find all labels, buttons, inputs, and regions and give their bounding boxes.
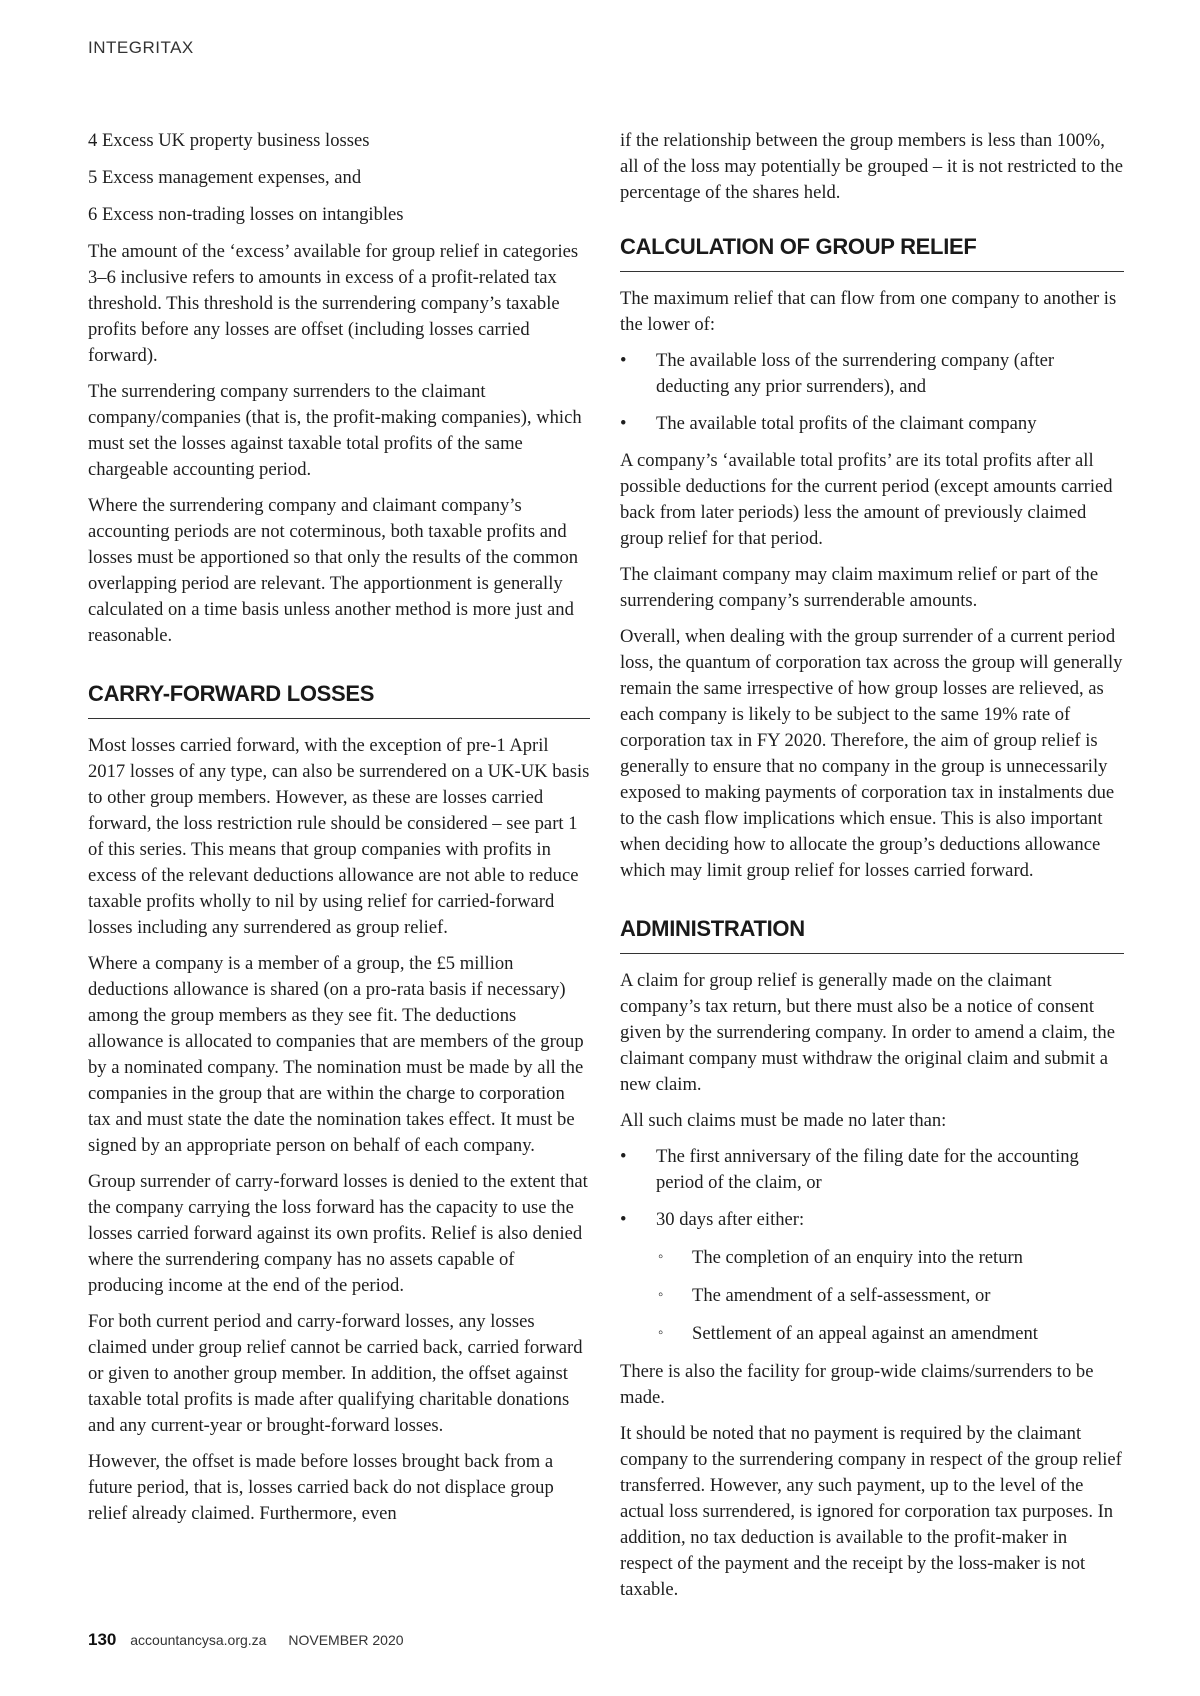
sub-list-item <box>656 1245 1124 1271</box>
list-item-text: 30 days after either: <box>656 1209 805 1230</box>
bullet-icon: • <box>620 1146 627 1167</box>
list-item <box>620 348 1124 400</box>
body-paragraph: Overall, when dealing with the group surrender of a current period loss, the quantum of corporation tax across the group will generally remain the same irrespective of how group losses are relieved, as each company is likely to be subject to the same 19% rate of corporation tax in FY 2020. Therefore, the aim of group relief is generally to ensure that no company in the group is unnecessarily exposed to making payments of corporation tax in instalments due to the cash flow implications which ensue. This is also important when deciding how to allocate the group’s deductions allowance which may limit group relief for losses carried forward. <box>620 626 1123 881</box>
sub-bullet-list <box>656 1245 1124 1347</box>
section-heading-carry-forward: CARRY-FORWARD LOSSES <box>88 681 590 719</box>
body-paragraph: Most losses carried forward, with the exception of pre-1 April 2017 losses of any type, can also be surrendered on a UK-UK basis to other group members. However, as these are losses carried forward, the loss restriction rule should be considered – see part 1 of this series. This means that group companies with profits in excess of the relevant deductions allowance are not able to reduce taxable profits wholly to nil by using relief for carried-forward losses including any surrendered as group relief. <box>88 735 590 938</box>
right-column <box>620 128 1124 1613</box>
page-footer <box>88 1630 404 1650</box>
bullet-list <box>620 1144 1124 1347</box>
list-line: 4 Excess UK property business losses <box>88 130 370 151</box>
body-paragraph: It should be noted that no payment is required by the claimant company to the surrendering company in respect of the group relief transferred. However, any such payment, up to the level of the actual loss surrendered, is ignored for corporation tax purposes. In addition, no tax deduction is available to the profit-maker in respect of the payment and the receipt by the loss-maker is not taxable. <box>620 1423 1122 1600</box>
circle-bullet-icon: ◦ <box>658 1249 664 1265</box>
page-number: 130 <box>88 1630 117 1649</box>
body-paragraph: Where a company is a member of a group, the £5 million deductions allowance is shared (on a pro-rata basis if necessary) among the group members as they see fit. The deductions allowance is allocated to companies that are members of the group by a nominated company. The nomination must be made by all the companies in the group that are within the charge to corporation tax and must state the date the nomination takes effect. It must be signed by an appropriate person on behalf of each company. <box>88 953 584 1156</box>
list-item-text: The available loss of the surrendering company (after deducting any prior surrenders), and <box>656 350 1055 397</box>
list-item-text: The available total profits of the claimant company <box>656 413 1037 434</box>
section-heading-administration: ADMINISTRATION <box>620 916 1124 954</box>
body-paragraph: All such claims must be made no later than: <box>620 1110 947 1131</box>
list-item-text: The first anniversary of the filing date for the accounting period of the claim, or <box>656 1146 1079 1193</box>
circle-bullet-icon: ◦ <box>658 1325 664 1341</box>
body-paragraph: There is also the facility for group-wide claims/surrenders to be made. <box>620 1361 1094 1408</box>
website-link[interactable]: accountancysa.org.za <box>130 1632 267 1648</box>
body-paragraph: For both current period and carry-forward losses, any losses claimed under group relief cannot be carried back, carried forward or given to another group member. In addition, the offset against taxable total profits is made after qualifying charitable donations and any current-year or brought-forward losses. <box>88 1311 583 1436</box>
list-line: 5 Excess management expenses, and <box>88 167 362 188</box>
left-column <box>88 128 590 1537</box>
bullet-icon: • <box>620 350 627 371</box>
list-item <box>620 411 1124 437</box>
issue-date: NOVEMBER 2020 <box>288 1632 404 1648</box>
body-paragraph: However, the offset is made before losses brought back from a future period, that is, losses carried back do not displace group relief already claimed. Furthermore, even <box>88 1451 554 1524</box>
list-line: 6 Excess non-trading losses on intangibles <box>88 204 404 225</box>
bullet-list <box>620 348 1124 437</box>
body-paragraph: if the relationship between the group members is less than 100%, all of the loss may potentially be grouped – it is not restricted to the percentage of the shares held. <box>620 130 1123 203</box>
sub-list-item <box>656 1283 1124 1309</box>
running-title: INTEGRITAX <box>88 38 194 57</box>
section-heading-calculation: CALCULATION OF GROUP RELIEF <box>620 234 1124 272</box>
sub-list-item-text: Settlement of an appeal against an amendment <box>692 1323 1038 1344</box>
sub-list-item-text: The completion of an enquiry into the return <box>692 1247 1023 1268</box>
bullet-icon: • <box>620 413 627 434</box>
list-item <box>620 1144 1124 1196</box>
body-paragraph: The maximum relief that can flow from one company to another is the lower of: <box>620 288 1117 335</box>
body-paragraph: Where the surrendering company and claimant company’s accounting periods are not coterminous, both taxable profits and losses must be apportioned so that only the results of the common overlapping period are relevant. The apportionment is generally calculated on a time basis unless another method is more just and reasonable. <box>88 495 579 646</box>
body-paragraph: A company’s ‘available total profits’ are its total profits after all possible deductions for the current period (except amounts carried back from later periods) less the amount of previously claimed group relief for that period. <box>620 450 1113 549</box>
body-paragraph: Group surrender of carry-forward losses is denied to the extent that the company carrying the loss forward has the capacity to use the losses carried forward against its own profits. Relief is also denied where the surrendering company has no assets capable of producing income at the end of the period. <box>88 1171 588 1296</box>
body-paragraph: The surrendering company surrenders to the claimant company/companies (that is, the profit-making companies), which must set the losses against taxable total profits of the same chargeable accounting period. <box>88 381 582 480</box>
sub-list-item-text: The amendment of a self-assessment, or <box>692 1285 991 1306</box>
body-paragraph: The claimant company may claim maximum relief or part of the surrendering company’s surrenderable amounts. <box>620 564 1099 611</box>
circle-bullet-icon: ◦ <box>658 1287 664 1303</box>
list-item <box>620 1207 1124 1347</box>
sub-list-item <box>656 1321 1124 1347</box>
bullet-icon: • <box>620 1209 627 1230</box>
body-paragraph: The amount of the ‘excess’ available for group relief in categories 3–6 inclusive refers to amounts in excess of a profit-related tax threshold. This threshold is the surrendering company’s taxable profits before any losses are offset (including losses carried forward). <box>88 241 579 366</box>
body-paragraph: A claim for group relief is generally made on the claimant company’s tax return, but there must also be a notice of consent given by the surrendering company. In order to amend a claim, the claimant company must withdraw the original claim and submit a new claim. <box>620 970 1115 1095</box>
